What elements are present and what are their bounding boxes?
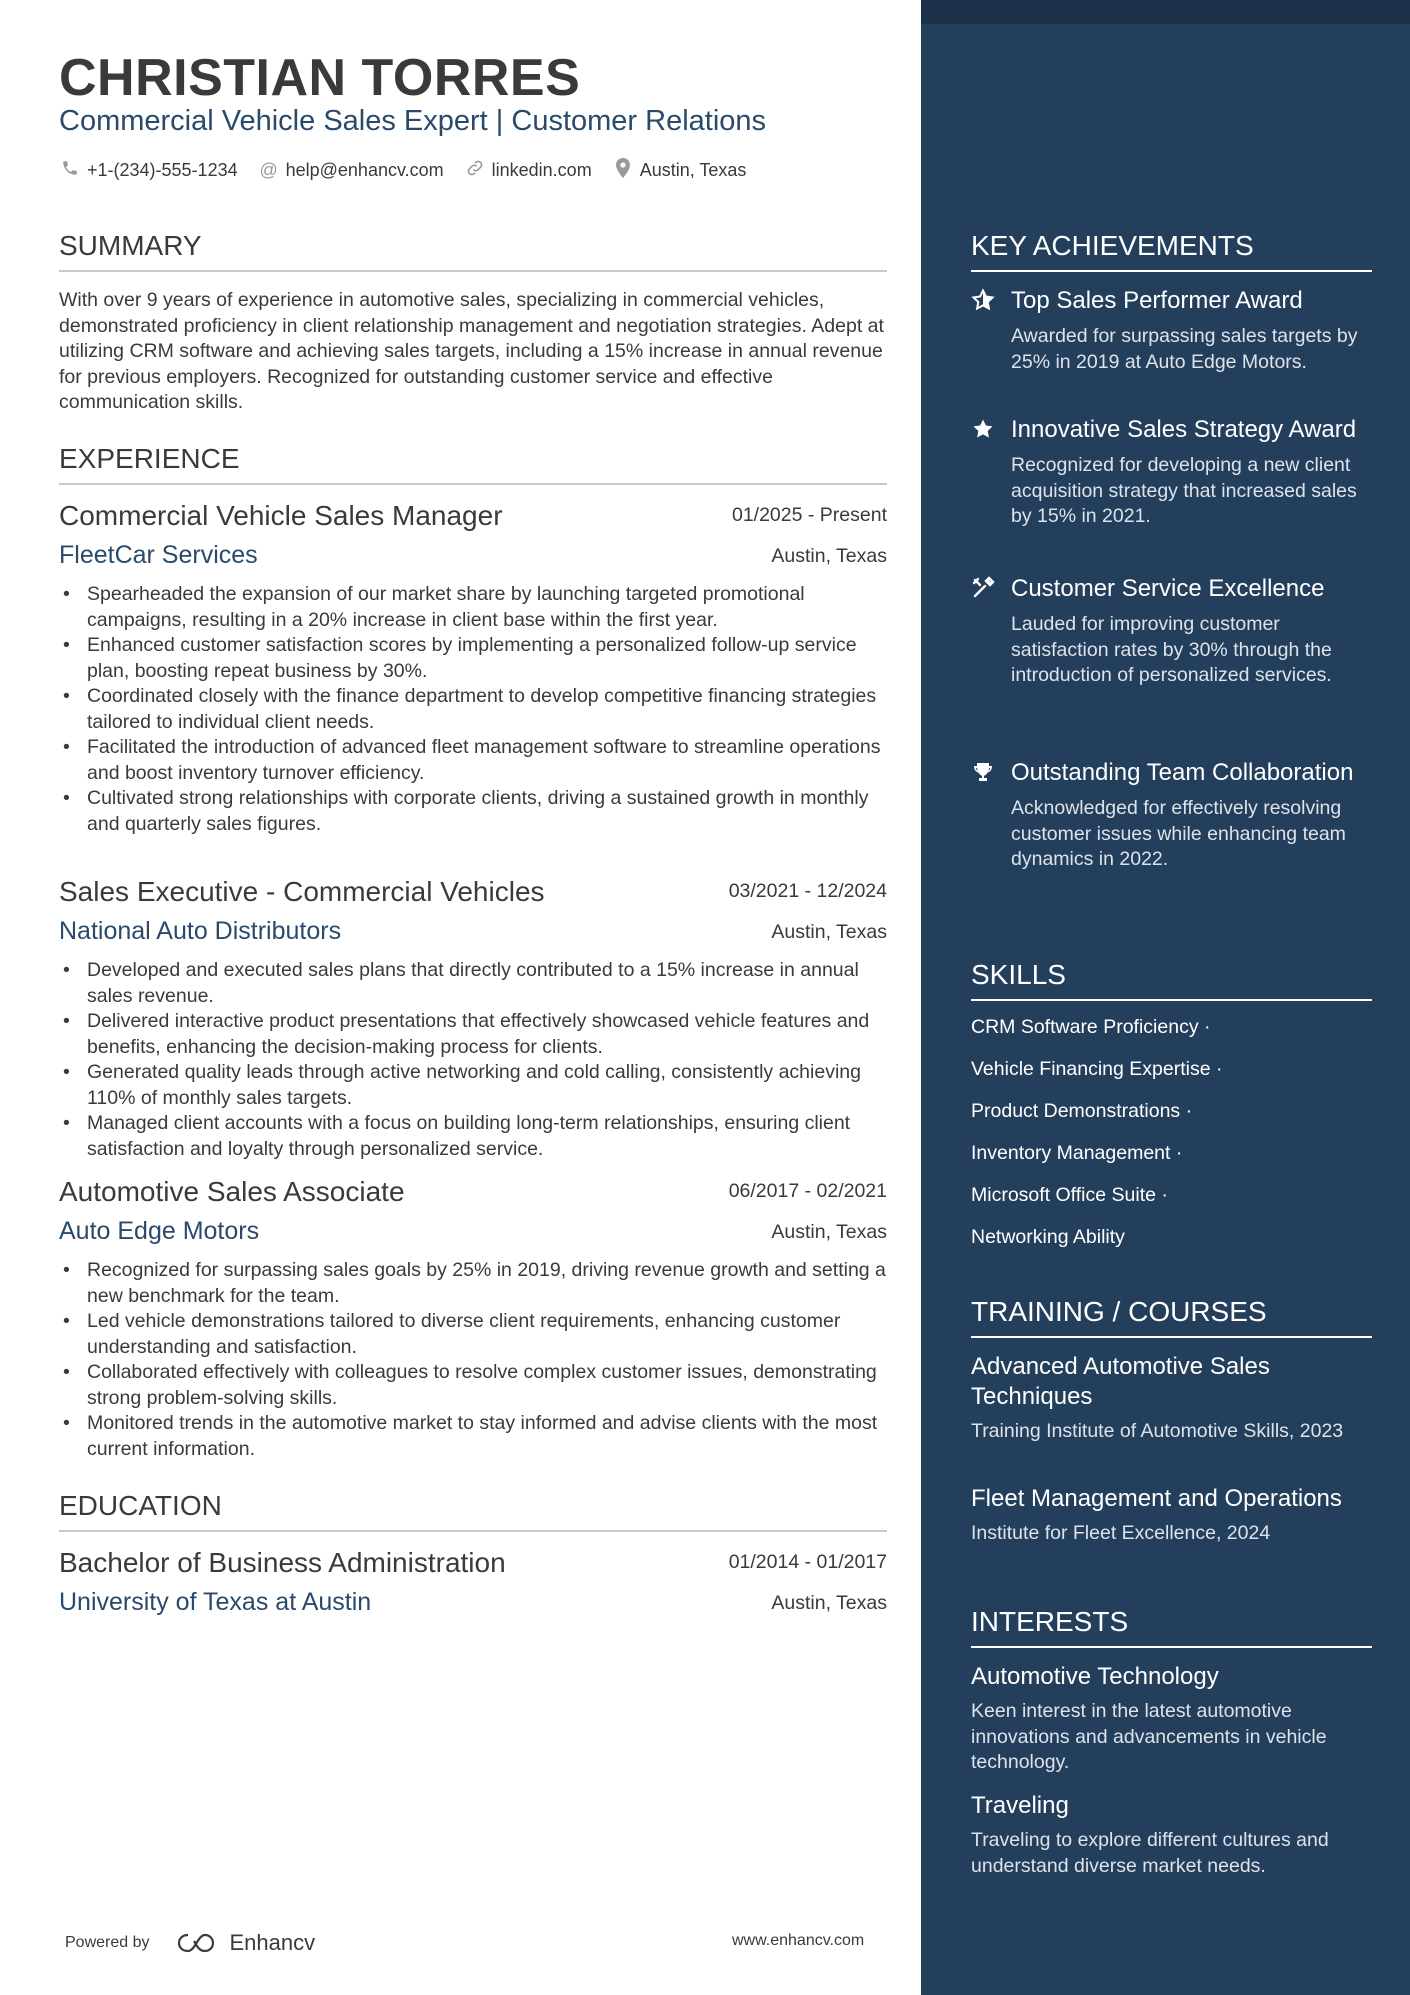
enhancv-logo-icon — [176, 1931, 222, 1955]
headline: Commercial Vehicle Sales Expert | Customer Relations — [59, 105, 767, 137]
footer-branding — [65, 1930, 315, 1956]
powered-by-text: Powered by — [65, 1934, 150, 1951]
experience-heading: EXPERIENCE — [59, 443, 887, 485]
linkedin-text: linkedin.com — [491, 160, 592, 180]
job-company: FleetCar Services — [59, 541, 258, 569]
job-title: Automotive Sales Associate — [59, 1176, 405, 1207]
tools-icon — [971, 576, 997, 606]
sidebar-top-strip — [921, 0, 1410, 24]
skill-item: Inventory Management · — [971, 1142, 1183, 1164]
job-location: Austin, Texas — [771, 921, 887, 943]
skills-heading: SKILLS — [971, 959, 1372, 1001]
job-date: 06/2017 - 02/2021 — [728, 1180, 887, 1202]
summary-text: With over 9 years of experience in automotive sales, specializing in commercial vehicles, demonstrated proficiency in client relationship management and negotiation strategies. Adept at utilizing CRM software and achieving sales targets, including a 15% increase in annual revenue for previous employers. Recognized for outstanding customer service and effective communication skills. — [59, 289, 884, 413]
training-item — [971, 1484, 1372, 1547]
sidebar — [921, 0, 1410, 1995]
phone-text: +1-(234)-555-1234 — [87, 160, 238, 180]
achievement-title: Customer Service Excellence — [1011, 575, 1325, 602]
skill-item: Product Demonstrations · — [971, 1100, 1193, 1122]
training-desc: Training Institute of Automotive Skills, 2023 — [971, 1420, 1344, 1442]
brand-logo[interactable] — [176, 1930, 316, 1956]
achievement-title: Outstanding Team Collaboration — [1011, 759, 1354, 786]
contact-linkedin[interactable] — [464, 158, 592, 183]
education-heading: EDUCATION — [59, 1490, 887, 1532]
job-bullets — [59, 958, 887, 1162]
job-location: Austin, Texas — [771, 1221, 887, 1243]
skill-item: Microsoft Office Suite · — [971, 1184, 1168, 1206]
achievement-title: Top Sales Performer Award — [1011, 287, 1303, 314]
job-bullets — [59, 1258, 887, 1462]
education-entry — [59, 1547, 887, 1616]
achievement-item — [971, 286, 1372, 375]
skill-item: Networking Ability — [971, 1226, 1125, 1248]
achievement-item — [971, 574, 1372, 689]
job-bullets — [59, 582, 887, 837]
job-bullet: • Coordinated closely with the finance department to develop competitive financing strategies tailored to individual client needs. — [59, 684, 887, 735]
achievement-title: Innovative Sales Strategy Award — [1011, 416, 1357, 443]
summary-heading: SUMMARY — [59, 230, 887, 272]
job-date: 03/2021 - 12/2024 — [728, 880, 887, 902]
job-entry — [59, 876, 887, 1160]
school-name: University of Texas at Austin — [59, 1588, 372, 1616]
star-outline-icon — [971, 288, 997, 318]
interest-title: Automotive Technology — [971, 1663, 1219, 1690]
training-title: Advanced Automotive Sales Techniques — [971, 1353, 1270, 1410]
trophy-icon — [971, 760, 997, 790]
link-icon — [464, 158, 486, 183]
phone-icon — [59, 159, 81, 182]
interest-item — [971, 1662, 1372, 1776]
achievement-item — [971, 415, 1372, 530]
achievements-heading: KEY ACHIEVEMENTS — [971, 230, 1372, 272]
job-title: Commercial Vehicle Sales Manager — [59, 500, 503, 531]
training-item — [971, 1352, 1372, 1445]
achievement-desc: Awarded for surpassing sales targets by 25% in 2019 at Auto Edge Motors. — [1011, 325, 1358, 373]
location-icon — [612, 158, 634, 183]
training-heading: TRAINING / COURSES — [971, 1296, 1372, 1338]
achievement-desc: Recognized for developing a new client acquisition strategy that increased sales by 15% in 2021. — [1011, 454, 1357, 527]
job-bullet: • Developed and executed sales plans that directly contributed to a 15% increase in annual sales revenue. — [59, 958, 887, 1009]
job-date: 01/2025 - Present — [731, 504, 887, 526]
interest-title: Traveling — [971, 1792, 1069, 1819]
job-bullet: • Delivered interactive product presentations that effectively showcased vehicle features and benefits, enhancing the decision-making process for clients. — [59, 1009, 887, 1060]
contact-email[interactable] — [258, 158, 444, 183]
footer-website[interactable]: www.enhancv.com — [732, 1932, 865, 1949]
candidate-name: CHRISTIAN TORRES — [59, 49, 581, 107]
brand-name: Enhancv — [229, 1930, 316, 1955]
achievement-desc: Acknowledged for effectively resolving customer issues while enhancing team dynamics in 2022. — [1011, 797, 1346, 870]
job-bullet: • Collaborated effectively with colleagues to resolve complex customer issues, demonstrating strong problem-solving skills. — [59, 1360, 887, 1411]
contact-location — [612, 158, 747, 183]
job-bullet: • Led vehicle demonstrations tailored to diverse client requirements, enhancing customer understanding and satisfaction. — [59, 1309, 887, 1360]
job-title: Sales Executive - Commercial Vehicles — [59, 876, 545, 907]
skill-item: Vehicle Financing Expertise · — [971, 1058, 1223, 1080]
degree-title: Bachelor of Business Administration — [59, 1547, 506, 1578]
interests-heading: INTERESTS — [971, 1606, 1372, 1648]
star-icon — [971, 417, 997, 447]
job-entry — [59, 1176, 887, 1460]
skill-item: CRM Software Proficiency · — [971, 1016, 1211, 1038]
education-date: 01/2014 - 01/2017 — [728, 1551, 887, 1573]
job-entry — [59, 500, 887, 835]
job-bullet: • Managed client accounts with a focus on building long-term relationships, ensuring client satisfaction and loyalty through personalized service. — [59, 1111, 887, 1162]
interest-desc: Keen interest in the latest automotive innovations and advancements in vehicle technology. — [971, 1700, 1327, 1773]
email-icon: @ — [259, 160, 278, 180]
job-location: Austin, Texas — [771, 545, 887, 567]
contact-bar — [59, 158, 746, 183]
training-desc: Institute for Fleet Excellence, 2024 — [971, 1522, 1271, 1544]
job-bullet: • Spearheaded the expansion of our market share by launching targeted promotional campaigns, resulting in a 20% increase in client base within the first year. — [59, 582, 887, 633]
job-company: Auto Edge Motors — [59, 1217, 260, 1245]
email-text: help@enhancv.com — [285, 160, 444, 180]
job-bullet: • Monitored trends in the automotive market to stay informed and advise clients with the most current information. — [59, 1411, 887, 1462]
interest-item — [971, 1791, 1372, 1879]
job-bullet: • Generated quality leads through active networking and cold calling, consistently achieving 110% of monthly sales targets. — [59, 1060, 887, 1111]
achievement-desc: Lauded for improving customer satisfaction rates by 30% through the introduction of personalized services. — [1011, 613, 1332, 686]
interest-desc: Traveling to explore different cultures and understand diverse market needs. — [971, 1829, 1329, 1877]
job-bullet: • Enhanced customer satisfaction scores by implementing a personalized follow-up service plan, boosting repeat business by 30%. — [59, 633, 887, 684]
job-bullet: • Recognized for surpassing sales goals by 25% in 2019, driving revenue growth and setting a new benchmark for the team. — [59, 1258, 887, 1309]
education-location: Austin, Texas — [771, 1592, 887, 1614]
job-bullet: • Cultivated strong relationships with corporate clients, driving a sustained growth in monthly and quarterly sales figures. — [59, 786, 887, 837]
contact-phone[interactable] — [59, 158, 238, 183]
job-company: National Auto Distributors — [59, 917, 342, 945]
achievement-item — [971, 758, 1372, 873]
location-text: Austin, Texas — [639, 160, 747, 180]
job-bullet: • Facilitated the introduction of advanced fleet management software to streamline operations and boost inventory turnover efficiency. — [59, 735, 887, 786]
training-title: Fleet Management and Operations — [971, 1485, 1342, 1512]
